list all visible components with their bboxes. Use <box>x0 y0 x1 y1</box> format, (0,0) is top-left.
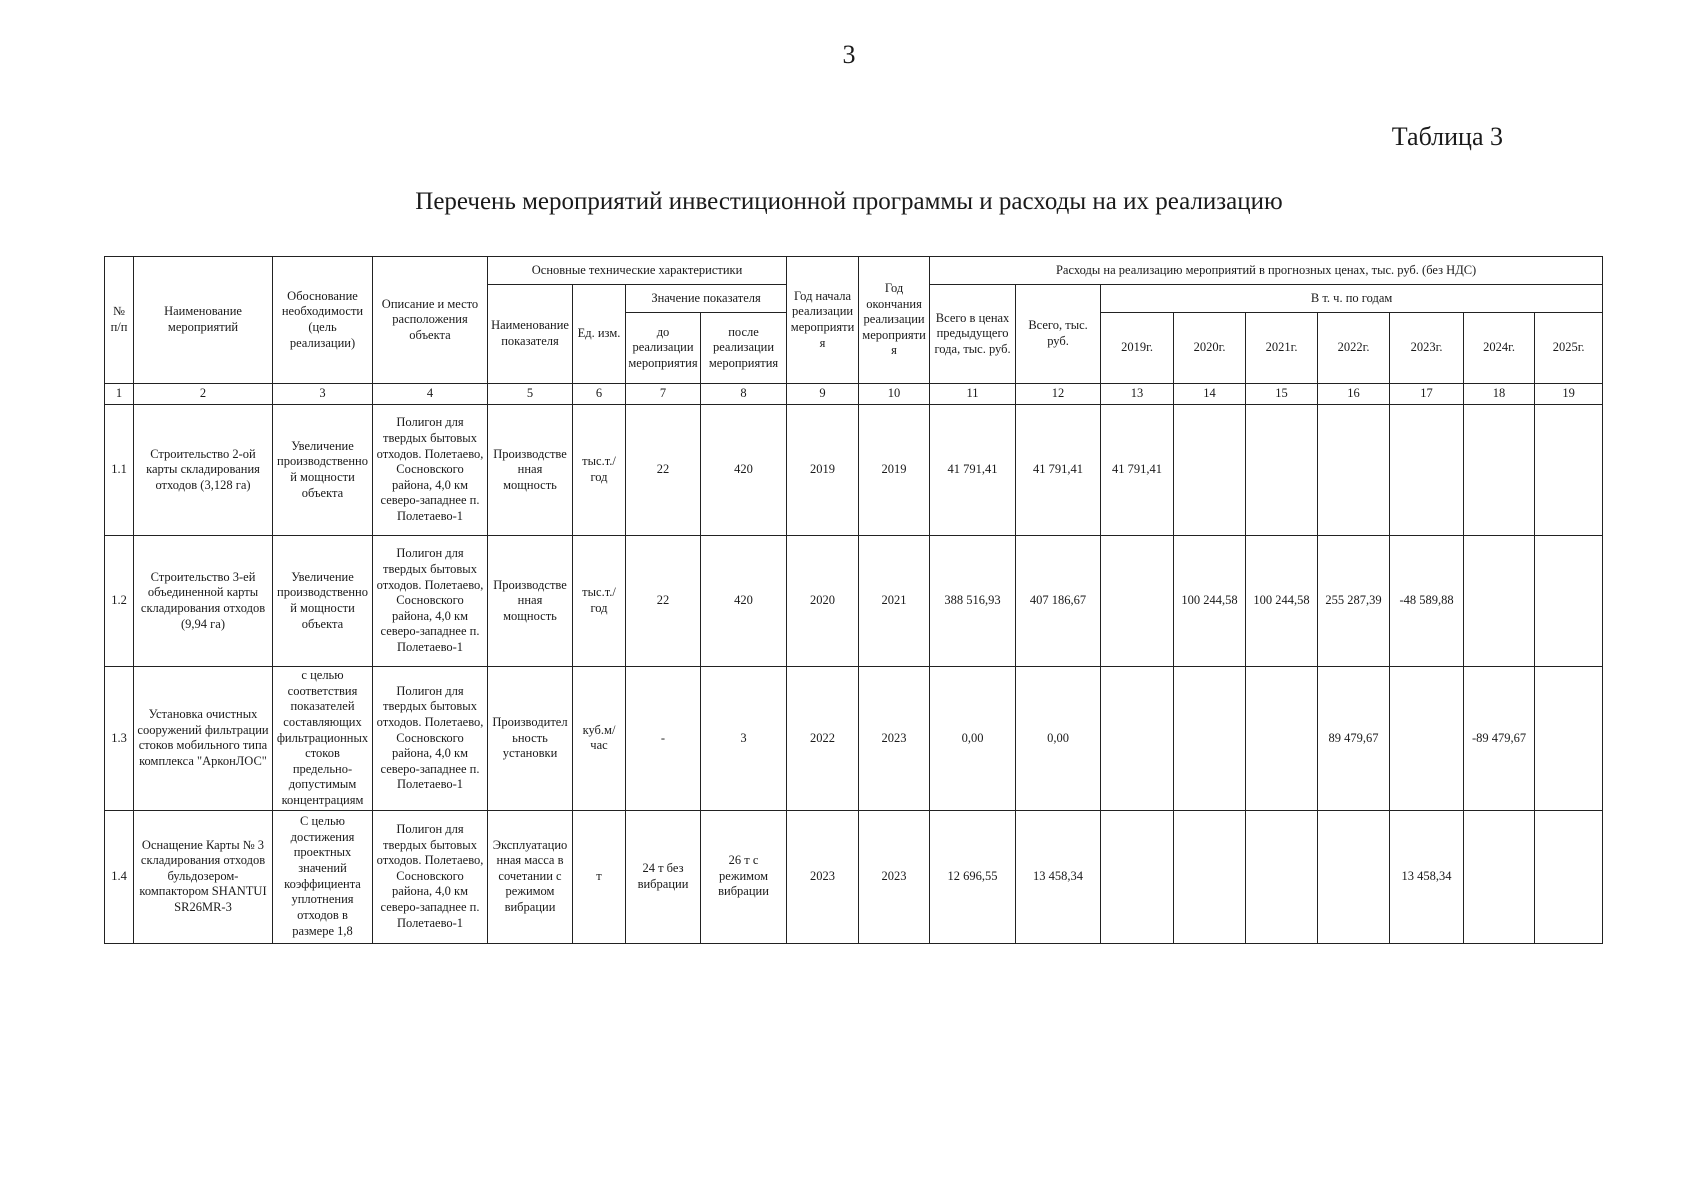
header-indicator-value: Значение показателя <box>626 285 787 313</box>
column-number: 8 <box>701 384 787 405</box>
page-number: 3 <box>842 40 856 69</box>
cell-prev-prices: 388 516,93 <box>930 536 1016 667</box>
column-number: 16 <box>1318 384 1390 405</box>
column-number: 10 <box>859 384 930 405</box>
header-year-2020: 2020г. <box>1174 313 1246 384</box>
cell-indicator: Производительность установки <box>488 667 573 811</box>
cell-2022: 89 479,67 <box>1318 667 1390 811</box>
cell-location: Полигон для твердых бытовых отходов. Полетаево, Сосновского района, 4,0 км северо-западнее п. Полетаево-1 <box>373 810 488 943</box>
header-unit: Ед. изм. <box>573 285 626 384</box>
header-costs-group: Расходы на реализацию мероприятий в прогнозных ценах, тыс. руб. (без НДС) <box>930 257 1603 285</box>
cell-num: 1.1 <box>105 405 134 536</box>
cell-justification: С целью достижения проектных значений коэффициента уплотнения отходов в размере 1,8 <box>273 810 373 943</box>
cell-indicator: Производственная мощность <box>488 405 573 536</box>
cell-2025 <box>1535 405 1603 536</box>
cell-num: 1.2 <box>105 536 134 667</box>
column-number: 5 <box>488 384 573 405</box>
cell-unit: тыс.т./год <box>573 536 626 667</box>
header-after: после реализации мероприятия <box>701 313 787 384</box>
cell-2019 <box>1101 536 1174 667</box>
cell-2025 <box>1535 536 1603 667</box>
cell-prev-prices: 12 696,55 <box>930 810 1016 943</box>
cell-end-year: 2023 <box>859 667 930 811</box>
cell-2024: -89 479,67 <box>1464 667 1535 811</box>
cell-before: 24 т без вибрации <box>626 810 701 943</box>
cell-before: 22 <box>626 536 701 667</box>
table-row <box>105 405 1603 536</box>
cell-2025 <box>1535 667 1603 811</box>
header-name: Наименование мероприятий <box>134 257 273 384</box>
cell-prev-prices: 41 791,41 <box>930 405 1016 536</box>
cell-after: 420 <box>701 405 787 536</box>
header-year-2025: 2025г. <box>1535 313 1603 384</box>
column-number: 15 <box>1246 384 1318 405</box>
table-label: Таблица 3 <box>1391 122 1503 151</box>
cell-2021 <box>1246 810 1318 943</box>
cell-justification: Увеличение производственной мощности объекта <box>273 405 373 536</box>
cell-2021: 100 244,58 <box>1246 536 1318 667</box>
cell-name: Строительство 2-ой карты складирования отходов (3,128 га) <box>134 405 273 536</box>
header-num: № п/п <box>105 257 134 384</box>
header-year-2021: 2021г. <box>1246 313 1318 384</box>
header-prev-prices: Всего в ценах предыдущего года, тыс. руб. <box>930 285 1016 384</box>
header-by-years: В т. ч. по годам <box>1101 285 1603 313</box>
column-number: 9 <box>787 384 859 405</box>
cell-2021 <box>1246 667 1318 811</box>
column-number: 12 <box>1016 384 1101 405</box>
cell-end-year: 2023 <box>859 810 930 943</box>
cell-2020 <box>1174 810 1246 943</box>
cell-num: 1.3 <box>105 667 134 811</box>
cell-name: Строительство 3-ей объединенной карты складирования отходов (9,94 га) <box>134 536 273 667</box>
table-row <box>105 667 1603 811</box>
column-number: 11 <box>930 384 1016 405</box>
header-end-year: Год окончания реализации мероприятия <box>859 257 930 384</box>
header-justification: Обоснование необходимости (цель реализации) <box>273 257 373 384</box>
cell-2024 <box>1464 810 1535 943</box>
cell-prev-prices: 0,00 <box>930 667 1016 811</box>
cell-num: 1.4 <box>105 810 134 943</box>
column-number: 6 <box>573 384 626 405</box>
header-year-2022: 2022г. <box>1318 313 1390 384</box>
column-number: 2 <box>134 384 273 405</box>
cell-2025 <box>1535 810 1603 943</box>
cell-end-year: 2021 <box>859 536 930 667</box>
header-year-2019: 2019г. <box>1101 313 1174 384</box>
cell-location: Полигон для твердых бытовых отходов. Полетаево, Сосновского района, 4,0 км северо-западнее п. Полетаево-1 <box>373 405 488 536</box>
header-year-2024: 2024г. <box>1464 313 1535 384</box>
cell-2022: 255 287,39 <box>1318 536 1390 667</box>
cell-start-year: 2020 <box>787 536 859 667</box>
cell-after: 26 т с режимом вибрации <box>701 810 787 943</box>
cell-justification: с целью соответствия показателей составляющих фильтрационных стоков предельно-допустимым концентрациям <box>273 667 373 811</box>
cell-2022 <box>1318 405 1390 536</box>
cell-total: 13 458,34 <box>1016 810 1101 943</box>
cell-before: 22 <box>626 405 701 536</box>
cell-2019 <box>1101 810 1174 943</box>
cell-before: - <box>626 667 701 811</box>
header-before: до реализации мероприятия <box>626 313 701 384</box>
table-row <box>105 536 1603 667</box>
column-number: 7 <box>626 384 701 405</box>
cell-2024 <box>1464 405 1535 536</box>
column-number: 1 <box>105 384 134 405</box>
column-number: 13 <box>1101 384 1174 405</box>
cell-start-year: 2019 <box>787 405 859 536</box>
cell-2021 <box>1246 405 1318 536</box>
table-row <box>105 810 1603 943</box>
cell-2023 <box>1390 405 1464 536</box>
column-number: 3 <box>273 384 373 405</box>
cell-2020 <box>1174 405 1246 536</box>
cell-total: 407 186,67 <box>1016 536 1101 667</box>
cell-unit: тыс.т./год <box>573 405 626 536</box>
cell-total: 0,00 <box>1016 667 1101 811</box>
header-indicator-name: Наименование показателя <box>488 285 573 384</box>
cell-after: 420 <box>701 536 787 667</box>
cell-2023: -48 589,88 <box>1390 536 1464 667</box>
document-title: Перечень мероприятий инвестиционной программы и расходы на их реализацию <box>415 188 1283 215</box>
cell-2023 <box>1390 667 1464 811</box>
cell-indicator: Производственная мощность <box>488 536 573 667</box>
cell-name: Установка очистных сооружений фильтрации стоков мобильного типа комплекса "АрконЛОС" <box>134 667 273 811</box>
cell-total: 41 791,41 <box>1016 405 1101 536</box>
cell-2020: 100 244,58 <box>1174 536 1246 667</box>
header-year-2023: 2023г. <box>1390 313 1464 384</box>
cell-2023: 13 458,34 <box>1390 810 1464 943</box>
cell-2020 <box>1174 667 1246 811</box>
column-number-row <box>105 384 1603 405</box>
cell-2019 <box>1101 667 1174 811</box>
header-total: Всего, тыс. руб. <box>1016 285 1101 384</box>
cell-start-year: 2023 <box>787 810 859 943</box>
column-number: 19 <box>1535 384 1603 405</box>
header-tech-group: Основные технические характеристики <box>488 257 787 285</box>
cell-indicator: Эксплуатационная масса в сочетании с режимом вибрации <box>488 810 573 943</box>
cell-2019: 41 791,41 <box>1101 405 1174 536</box>
header-start-year: Год начала реализации мероприятия <box>787 257 859 384</box>
investment-program-table <box>104 256 1603 944</box>
cell-location: Полигон для твердых бытовых отходов. Полетаево, Сосновского района, 4,0 км северо-западнее п. Полетаево-1 <box>373 536 488 667</box>
cell-2024 <box>1464 536 1535 667</box>
cell-unit: куб.м/час <box>573 667 626 811</box>
column-number: 17 <box>1390 384 1464 405</box>
cell-2022 <box>1318 810 1390 943</box>
header-location: Описание и место расположения объекта <box>373 257 488 384</box>
cell-name: Оснащение Карты № 3 складирования отходов бульдозером-компактором SHANTUI SR26MR-3 <box>134 810 273 943</box>
cell-unit: т <box>573 810 626 943</box>
cell-start-year: 2022 <box>787 667 859 811</box>
cell-location: Полигон для твердых бытовых отходов. Полетаево, Сосновского района, 4,0 км северо-западнее п. Полетаево-1 <box>373 667 488 811</box>
cell-end-year: 2019 <box>859 405 930 536</box>
cell-after: 3 <box>701 667 787 811</box>
column-number: 4 <box>373 384 488 405</box>
column-number: 14 <box>1174 384 1246 405</box>
cell-justification: Увеличение производственной мощности объекта <box>273 536 373 667</box>
column-number: 18 <box>1464 384 1535 405</box>
